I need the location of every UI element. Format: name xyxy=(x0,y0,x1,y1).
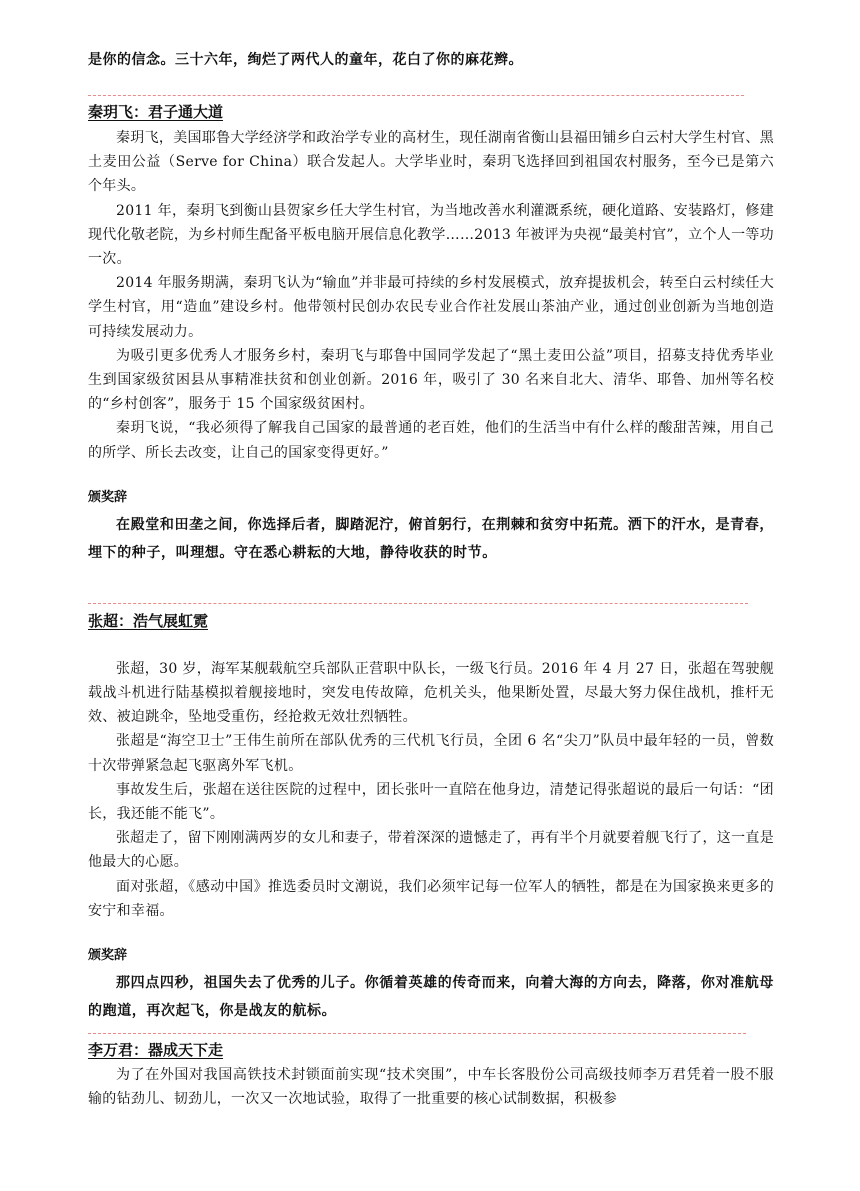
section-divider xyxy=(88,603,748,604)
paragraph: 面对张超，《感动中国》推选委员时文潮说，我们必须牢记每一位军人的牺牲，都是在为国家换来更多的安宁和幸福。 xyxy=(88,878,774,919)
section-title-qin: 秦玥飞：君子通大道 xyxy=(88,103,224,121)
paragraph: 秦玥飞，美国耶鲁大学经济学和政治学专业的高材生，现任湖南省衡山县福田铺乡白云村大学生村官、黑土麦田公益（Serve for China）联合发起人。大学毕业时，秦玥飞选择回到祖国农村服务，至今已是第六个年头。 xyxy=(88,130,774,195)
award-citation-zhang: 那四点四秒，祖国失去了优秀的儿子。你循着英雄的传奇而来，向着大海的方向去，降落，你对准航母的跑道，再次起飞，你是战友的航标。 xyxy=(88,975,774,1020)
section-divider xyxy=(88,95,744,96)
paragraph: 秦玥飞说，“我必须得了解我自己国家的最普通的老百姓，他们的生活当中有什么样的酸甜苦辣，用自己的所学、所长去改变，让自己的国家变得更好。” xyxy=(88,420,774,461)
award-label: 颁奖辞 xyxy=(88,948,128,964)
document-page xyxy=(88,48,774,1111)
paragraph: 为吸引更多优秀人才服务乡村，秦玥飞与耶鲁中国同学发起了“黑土麦田公益”项目，招募支持优秀毕业生到国家级贫困县从事精准扶贫和创业创新。2016 年，吸引了 30 名来自北大、清华、耶鲁、加州等名校的“乡村创客”，服务于 15 个国家级贫困村。 xyxy=(88,347,774,413)
section-divider xyxy=(88,1033,746,1034)
paragraph: 2014 年服务期满，秦玥飞认为“输血”并非最可持续的乡村发展模式，放弃提拔机会，转至白云村续任大学生村官，用“造血”建设乡村。他带领村民创办农民专业合作社发展山茶油产业，通过创业创新为当地创造可持续发展动力。 xyxy=(88,275,774,340)
paragraph: 2011 年，秦玥飞到衡山县贺家乡任大学生村官，为当地改善水利灌溉系统，硬化道路、安装路灯，修建现代化敬老院，为乡村师生配备平板电脑开展信息化教学……2013 年被评为央视“最美村官”，立个人一等功一次。 xyxy=(88,202,774,268)
section-title-zhang: 张超：浩气展虹霓 xyxy=(88,611,209,630)
award-label: 颁奖辞 xyxy=(88,489,128,505)
previous-award-tail: 是你的信念。三十六年，绚烂了两代人的童年，花白了你的麻花辫。 xyxy=(88,52,523,68)
section-title-li: 李万君：器成天下走 xyxy=(88,1041,224,1060)
paragraph: 为了在外国对我国高铁技术封锁面前实现“技术突围”，中车长客股份公司高级技师李万君凭着一股不服输的钻劲儿、韧劲儿，一次又一次地试验，取得了一批重要的核心试制数据，积极参 xyxy=(88,1067,774,1108)
paragraph: 事故发生后，张超在送往医院的过程中，团长张叶一直陪在他身边，清楚记得张超说的最后一句话：“团长，我还能不能飞”。 xyxy=(88,781,774,823)
section-body-li xyxy=(88,1063,774,1111)
paragraph: 张超走了，留下刚刚满两岁的女儿和妻子，带着深深的遗憾走了，再有半个月就要着舰飞行了，这一直是他最大的心愿。 xyxy=(88,830,774,871)
award-citation-qin: 在殿堂和田垄之间，你选择后者，脚踏泥泞，俯首躬行，在荆棘和贫穷中拓荒。洒下的汗水，是青春，埋下的种子，叫理想。守在悉心耕耘的大地，静待收获的时节。 xyxy=(88,516,774,561)
section-body-qin xyxy=(88,126,774,465)
paragraph: 张超，30 岁，海军某舰载航空兵部队正营职中队长，一级飞行员。2016 年 4 月 27 日，张超在驾驶舰载战斗机进行陆基模拟着舰接地时，突发电传故障，危机关头，他果断处置，尽最大努力保住战机，推杆无效、被迫跳伞，坠地受重伤，经抢救无效壮烈牺牲。 xyxy=(88,660,774,726)
paragraph: 张超是“海空卫士”王伟生前所在部队优秀的三代机飞行员，全团 6 名“尖刀”队员中最年轻的一员，曾数十次带弹紧急起飞驱离外军飞机。 xyxy=(88,733,774,774)
section-body-zhang xyxy=(88,657,774,923)
